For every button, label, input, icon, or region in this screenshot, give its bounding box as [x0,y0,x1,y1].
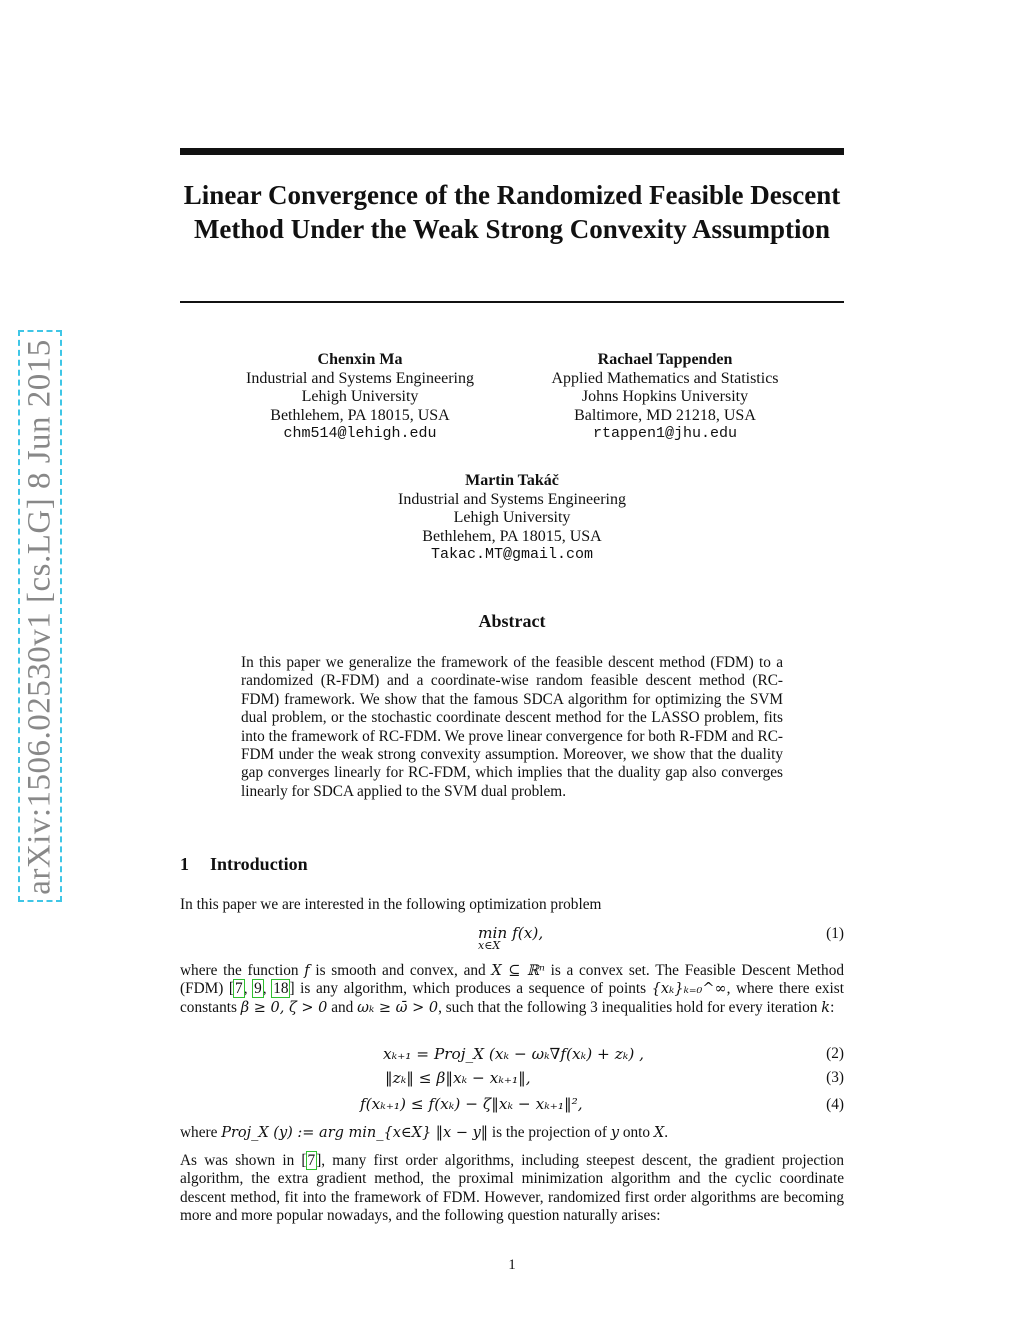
equation-4: f(xₖ₊₁) ≤ f(xₖ) − ζ‖xₖ − xₖ₊₁‖², [360,1095,583,1113]
arxiv-identifier[interactable]: arXiv:1506.02530v1 [cs.LG] 8 Jun 2015 [21,339,58,895]
abstract-text: In this paper we generalize the framework of the feasible descent method (FDM) to a randomized (R-FDM) and a coordinate-wise random feasible descent method (RC-FDM) framework. We show that the famous SDCA algorithm for optimizing the SVM dual problem, or the stochastic coordinate descent method for the LASSO problem, fits into the framework of RC-FDM. We prove linear convergence for both R-FDM and RC-FDM under the weak strong convexity assumption. Moreover, we show that the duality gap converges linearly for RC-FDM, which implies that the duality gap also converges linearly for SDCA applied to the SVM dual problem. [241,654,783,800]
author-address: Baltimore, MD 21218, USA [574,406,756,424]
equation-1-main: min f(x), [478,924,544,942]
equation-3: ‖zₖ‖ ≤ β‖xₖ − xₖ₊₁‖, [385,1069,531,1087]
equation-1 [478,924,543,952]
equation-1-subscript: x∈X [478,939,501,952]
equation-number-3: (3) [826,1069,844,1086]
author-name: Martin Takáč [465,472,559,489]
author-department: Industrial and Systems Engineering [246,369,474,387]
author-block-3 [362,472,662,565]
section-title: Introduction [210,854,308,874]
author-name: Rachael Tappenden [597,351,733,368]
top-rule [180,148,844,155]
author-block-1 [220,351,500,444]
intro-paragraph-2: where the function f is smooth and convex, and X ⊆ ℝⁿ is a convex set. The Feasible Descent Method (FDM) [7, 9, 18] is any algorithm, which produces a sequence of points {xₖ}ₖ₌₀^∞, where there exist constants β ≥ 0, ζ > 0 and ωₖ ≥ ω̄ > 0, such that the following 3 inequalities hold for every iteration k: [180,962,844,1016]
section-heading [180,854,308,875]
citation-link[interactable]: 7 [307,1152,316,1169]
author-institution: Lehigh University [301,388,419,405]
author-department: Industrial and Systems Engineering [398,490,626,508]
citation-link[interactable]: 9 [254,980,262,998]
abstract-heading: Abstract [478,611,546,631]
equation-number-1: (1) [826,925,844,942]
author-email[interactable]: chm514@lehigh.edu [283,425,437,442]
equation-2: xₖ₊₁ = Proj_X (xₖ − ωₖ∇f(xₖ) + zₖ) , [383,1045,645,1063]
intro-paragraph-4: As was shown in [7], many first order algorithms, including steepest descent, the gradient projection algorithm, the extra gradient method, the proximal minimization algorithm and the cyclic coordinate descent method, fit into the framework of FDM. However, randomized first order algorithms are becoming more and more popular nowadays, and the following question naturally arises: [180,1152,844,1224]
equation-number-2: (2) [826,1045,844,1062]
page-number: 1 [508,1257,516,1273]
equation-number-4: (4) [826,1096,844,1113]
citation-link[interactable]: 7 [235,980,243,998]
intro-paragraph-1: In this paper we are interested in the following optimization problem [180,896,602,913]
section-number: 1 [180,854,189,874]
author-department: Applied Mathematics and Statistics [551,369,779,387]
author-block-2 [525,351,805,444]
author-email[interactable]: Takac.MT@gmail.com [430,546,594,563]
author-address: Bethlehem, PA 18015, USA [422,527,602,545]
paper-title: Linear Convergence of the Randomized Feasible Descent Method Under the Weak Strong Convexity Assumption [183,180,841,244]
author-institution: Johns Hopkins University [581,388,749,405]
author-email[interactable]: rtappen1@jhu.edu [592,425,738,442]
citation-link[interactable]: 18 [273,980,289,998]
intro-paragraph-3: where Proj_X (y) := arg min_{x∈X} ‖x − y‖ is the projection of y onto X. [180,1124,669,1141]
title-bottom-rule [180,301,844,303]
author-name: Chenxin Ma [317,351,403,368]
author-institution: Lehigh University [453,509,571,526]
author-address: Bethlehem, PA 18015, USA [270,406,450,424]
